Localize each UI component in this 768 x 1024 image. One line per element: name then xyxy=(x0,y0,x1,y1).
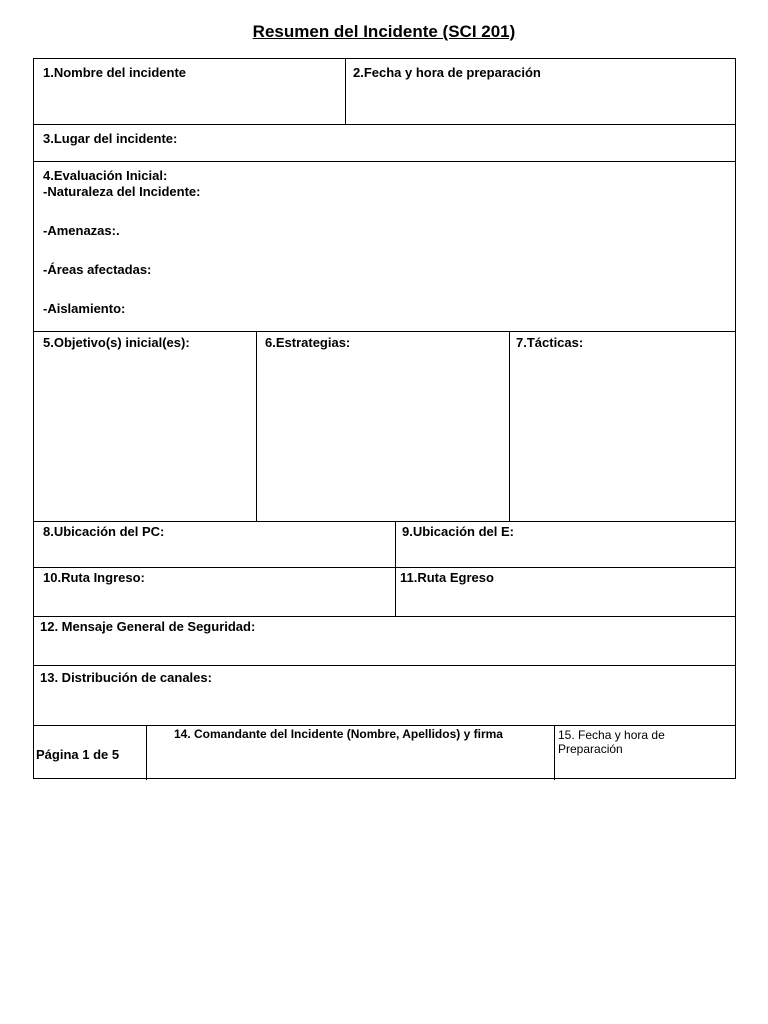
field-6-label: 6.Estrategias: xyxy=(265,335,351,350)
field-4-areas-label: -Áreas afectadas: xyxy=(43,262,152,277)
field-10-label: 10.Ruta Ingreso: xyxy=(43,570,145,585)
row-divider xyxy=(34,161,735,162)
column-divider xyxy=(554,725,555,780)
column-divider xyxy=(345,59,346,124)
page-number: Página 1 de 5 xyxy=(36,747,120,762)
row-divider xyxy=(34,331,735,332)
field-1-label: 1.Nombre del incidente xyxy=(43,65,187,80)
field-2-label: 2.Fecha y hora de preparación xyxy=(353,65,541,80)
field-9-label: 9.Ubicación del E: xyxy=(402,524,514,539)
field-12-label: 12. Mensaje General de Seguridad: xyxy=(40,619,256,634)
row-divider xyxy=(34,616,735,617)
incident-summary-form xyxy=(33,58,736,779)
row-divider xyxy=(34,665,735,666)
field-3-label: 3.Lugar del incidente: xyxy=(43,131,178,146)
row-divider xyxy=(34,124,735,125)
field-7-label: 7.Tácticas: xyxy=(516,335,584,350)
row-divider xyxy=(34,567,735,568)
field-5-label: 5.Objetivo(s) inicial(es): xyxy=(43,335,190,350)
column-divider xyxy=(509,331,510,521)
field-15-number: 15. xyxy=(558,728,575,742)
field-14-label: 14. Comandante del Incidente (Nombre, Apellidos) y firma xyxy=(174,727,503,741)
field-4-naturaleza-label: -Naturaleza del Incidente: xyxy=(43,184,201,199)
row-divider xyxy=(34,521,735,522)
column-divider xyxy=(146,725,147,780)
field-4-aislamiento-label: -Aislamiento: xyxy=(43,301,126,316)
column-divider xyxy=(256,331,257,521)
field-11-label: 11.Ruta Egreso xyxy=(400,570,494,585)
field-15-text: Fecha y hora de Preparación xyxy=(558,728,665,756)
field-15-label xyxy=(558,728,728,756)
column-divider xyxy=(395,521,396,616)
field-8-label: 8.Ubicación del PC: xyxy=(43,524,165,539)
form-title: Resumen del Incidente (SCI 201) xyxy=(252,22,516,41)
field-4-label: 4.Evaluación Inicial: xyxy=(43,168,168,183)
field-4-amenazas-label: -Amenazas:. xyxy=(43,223,120,238)
field-13-label: 13. Distribución de canales: xyxy=(40,670,212,685)
